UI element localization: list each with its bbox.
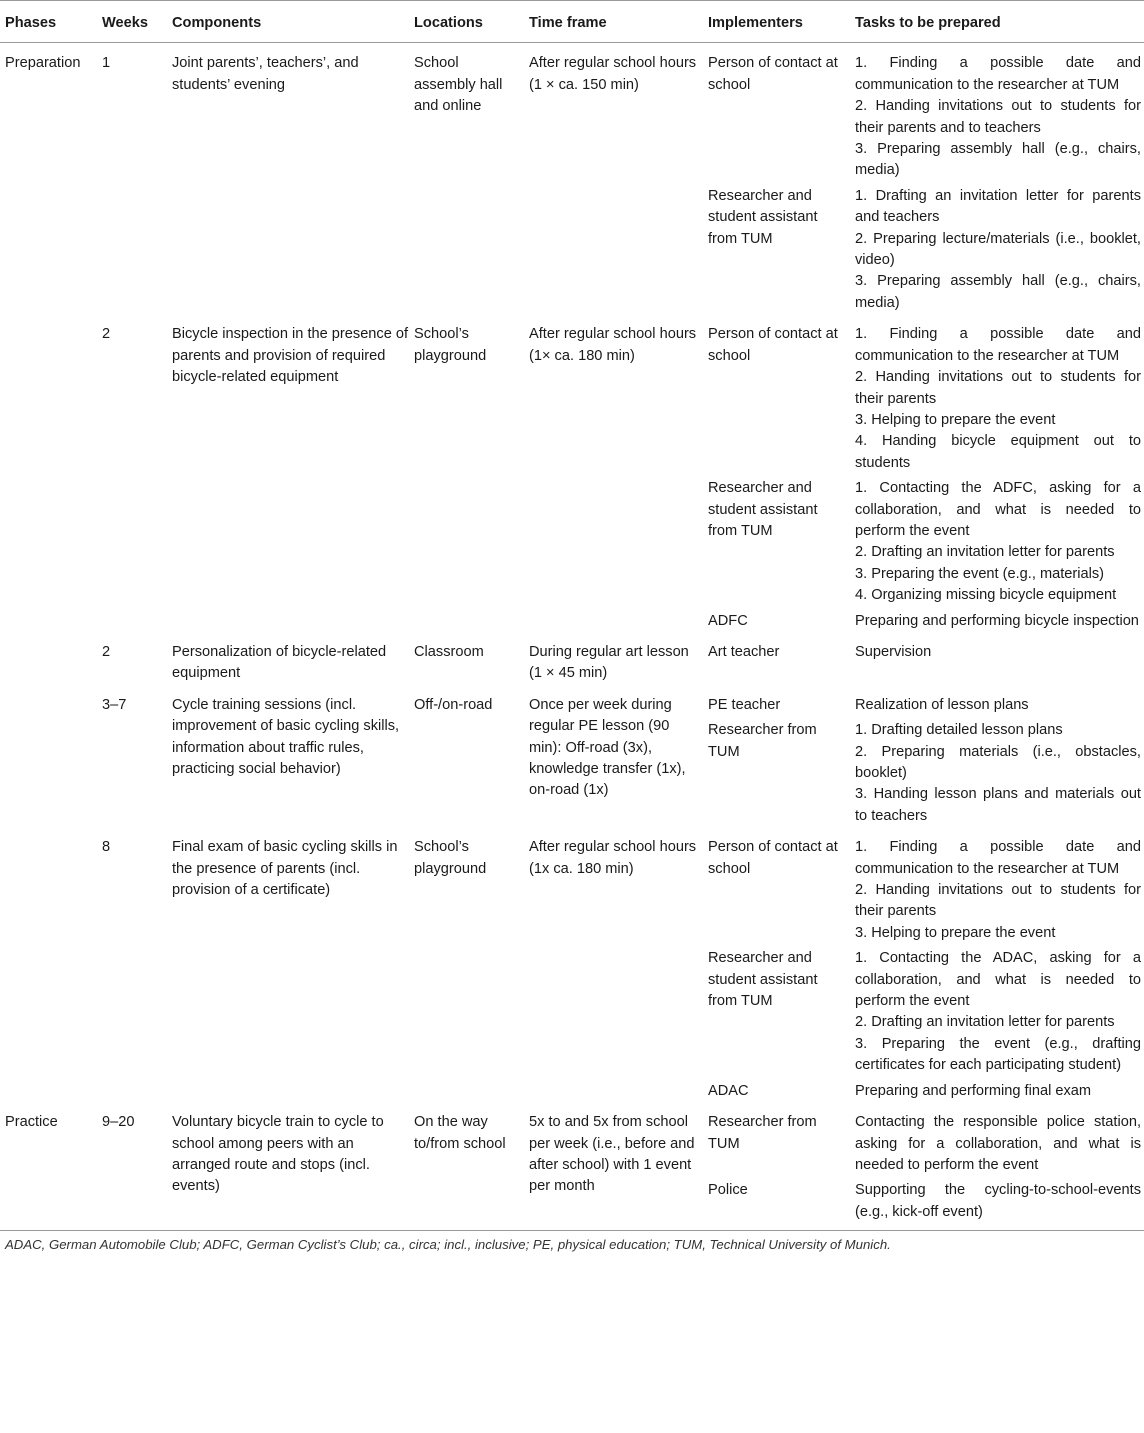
tasks-cell: [850, 182, 1144, 314]
task-item: 3. Preparing the event (e.g., materials): [855, 565, 1105, 582]
implementer-cell: Police: [708, 1182, 748, 1199]
implementer-cell: Researcher and student assistant from TUM: [708, 480, 818, 539]
header-tasks: Tasks to be prepared: [850, 1, 1144, 43]
task-item: 3. Handing lesson plans and materials out to teachers: [855, 786, 1141, 824]
table-body: [0, 43, 1144, 1231]
implementer-cell: Researcher and student assistant from TUM: [708, 187, 818, 247]
location-cell: On the way to/from school: [414, 1114, 506, 1152]
task-item: Supporting the cycling-to-school-events (e.g., kick-off event): [855, 1182, 1141, 1220]
task-item: 3. Preparing the event (e.g., drafting certificates for each participating student): [855, 1035, 1141, 1074]
week-cell: 1: [102, 55, 111, 72]
timeframe-cell: During regular art lesson (1 × 45 min): [529, 643, 689, 682]
header-phases: Phases: [0, 1, 97, 43]
phase-cell: [0, 314, 97, 632]
header-row: [0, 1, 1144, 43]
week-cell: 9–20: [102, 1114, 135, 1131]
task-item: 2. Drafting an invitation letter for parents: [855, 544, 1115, 561]
tasks-cell: [850, 1077, 1144, 1102]
task-item: Preparing and performing bicycle inspection: [855, 612, 1139, 629]
location-cell: Classroom: [414, 643, 484, 660]
task-item: 1. Drafting an invitation letter for parents and teachers: [855, 187, 1141, 226]
implementer-cell: Person of contact at school: [708, 326, 838, 364]
tasks-cell: [850, 1176, 1144, 1230]
week-cell: 2: [102, 326, 111, 343]
component-cell: Voluntary bicycle train to cycle to school among peers with an arranged route and stops (incl. events): [172, 1114, 384, 1195]
component-cell: Bicycle inspection in the presence of parents and provision of required bicycle-related equipment: [172, 326, 409, 386]
timeframe-cell: 5x to and 5x from school per week (i.e., before and after school) with 1 event per month: [529, 1114, 695, 1195]
tasks-cell: [850, 607, 1144, 632]
task-item: 2. Drafting an invitation letter for parents: [855, 1014, 1115, 1031]
component-cell: Final exam of basic cycling skills in the presence of parents (incl. provision of a certificate): [172, 839, 398, 899]
table-row: [0, 314, 1144, 474]
task-item: 2. Handing invitations out to students for their parents: [855, 369, 1141, 407]
header-implementers: Implementers: [703, 1, 850, 43]
location-cell: School’s playground: [414, 326, 487, 364]
phase-cell: [0, 827, 97, 1102]
task-item: 3. Helping to prepare the event: [855, 924, 1056, 941]
tasks-cell: [850, 685, 1144, 716]
phase-cell: [0, 685, 97, 827]
header-time-frame: Time frame: [524, 1, 703, 43]
task-item: 4. Handing bicycle equipment out to students: [855, 433, 1141, 471]
task-item: 3. Preparing assembly hall (e.g., chairs, media): [855, 141, 1141, 179]
task-item: 1. Drafting detailed lesson plans: [855, 722, 1063, 739]
implementer-cell: Person of contact at school: [708, 55, 838, 93]
location-cell: School assembly hall and online: [414, 55, 503, 115]
week-cell: 8: [102, 839, 111, 856]
table-row: [0, 827, 1144, 944]
task-item: 1. Contacting the ADAC, asking for a collaboration, and what is needed to perform the event: [855, 950, 1141, 1010]
implementer-cell: Art teacher: [708, 643, 780, 660]
task-item: Contacting the responsible police station, asking for a collaboration, and what is needed to perform the event: [855, 1114, 1141, 1173]
timeframe-cell: After regular school hours (1 × ca. 150 min): [529, 55, 697, 93]
timeframe-cell: Once per week during regular PE lesson (90 min): Off-road (3x), knowledge transfer (1x), on-road (1x): [529, 696, 686, 799]
task-item: Preparing and performing final exam: [855, 1082, 1092, 1099]
component-cell: Joint parents’, teachers’, and students’ evening: [172, 55, 359, 93]
task-item: 1. Finding a possible date and communication to the researcher at TUM: [855, 839, 1141, 877]
phase-cell: Preparation: [5, 55, 81, 72]
task-item: Realization of lesson plans: [855, 696, 1029, 713]
implementer-cell: ADFC: [708, 612, 748, 629]
timeframe-cell: After regular school hours (1x ca. 180 min): [529, 839, 697, 877]
task-item: 2. Handing invitations out to students for their parents: [855, 882, 1141, 920]
phase-cell: Practice: [5, 1114, 58, 1131]
header-locations: Locations: [409, 1, 524, 43]
tasks-cell: [850, 632, 1144, 685]
tasks-cell: [850, 43, 1144, 182]
task-item: 1. Finding a possible date and communication to the researcher at TUM: [855, 55, 1141, 93]
task-item: 1. Contacting the ADFC, asking for a collaboration, and what is needed to perform the event: [855, 480, 1141, 539]
header-components: Components: [167, 1, 409, 43]
implementer-cell: PE teacher: [708, 696, 781, 713]
location-cell: Off-/on-road: [414, 696, 493, 713]
phase-cell: [0, 632, 97, 685]
location-cell: School’s playground: [414, 839, 487, 877]
tasks-cell: [850, 314, 1144, 474]
implementer-cell: Person of contact at school: [708, 839, 838, 877]
task-item: 4. Organizing missing bicycle equipment: [855, 587, 1117, 604]
task-item: 1. Finding a possible date and communication to the researcher at TUM: [855, 326, 1141, 364]
tasks-cell: [850, 827, 1144, 944]
tasks-cell: [850, 1102, 1144, 1176]
implementer-cell: Researcher from TUM: [708, 722, 817, 760]
task-item: 2. Preparing lecture/materials (i.e., booklet, video): [855, 230, 1141, 269]
implementer-cell: Researcher from TUM: [708, 1114, 817, 1152]
task-item: Supervision: [855, 643, 932, 660]
header-weeks: Weeks: [97, 1, 167, 43]
task-item: 2. Preparing materials (i.e., obstacles, booklet): [855, 743, 1141, 781]
task-item: 3. Preparing assembly hall (e.g., chairs, media): [855, 273, 1141, 311]
implementer-cell: Researcher and student assistant from TUM: [708, 950, 818, 1010]
table-footnote: ADAC, German Automobile Club; ADFC, German Cyclist’s Club; ca., circa; incl., inclusive; PE, physical education; TUM, Technical University of Munich.: [5, 1237, 891, 1253]
table-row: [0, 43, 1144, 182]
task-item: 2. Handing invitations out to students for their parents and to teachers: [855, 98, 1141, 136]
table-row: [0, 1102, 1144, 1176]
component-cell: Personalization of bicycle-related equipment: [172, 643, 387, 682]
week-cell: 2: [102, 643, 111, 660]
tasks-cell: [850, 716, 1144, 827]
implementer-cell: ADAC: [708, 1082, 749, 1099]
table-row: [0, 685, 1144, 716]
table-row: [0, 632, 1144, 685]
timeframe-cell: After regular school hours (1× ca. 180 min): [529, 326, 697, 364]
task-item: 3. Helping to prepare the event: [855, 411, 1056, 428]
week-cell: 3–7: [102, 696, 127, 713]
tasks-cell: [850, 474, 1144, 606]
component-cell: Cycle training sessions (incl. improvement of basic cycling skills, information about traffic rules, practicing social behavior): [172, 696, 400, 777]
tasks-cell: [850, 944, 1144, 1076]
